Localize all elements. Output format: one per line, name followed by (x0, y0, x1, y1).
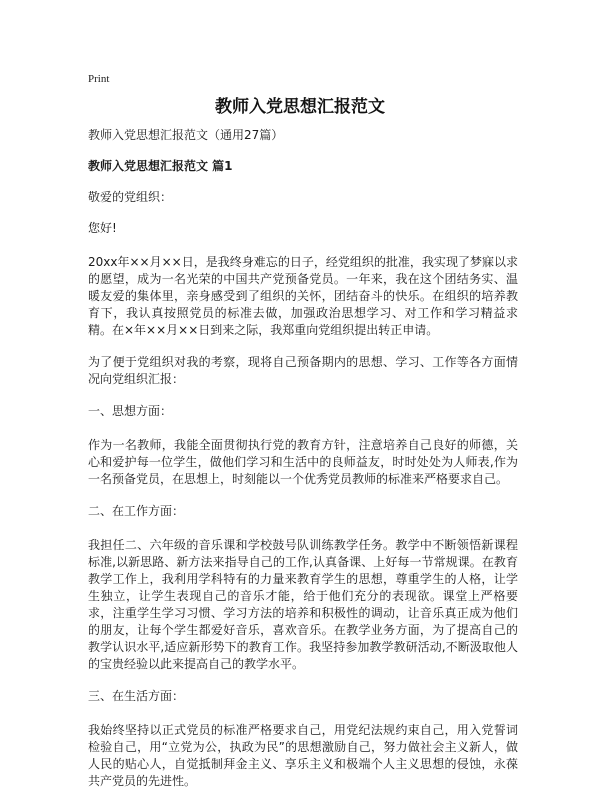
paragraph-report-lead: 为了便于党组织对我的考察，现将自己预备期内的思想、学习、工作等各方面情况向党组织汇报： (88, 355, 518, 386)
paragraph-life: 我始终坚持以正式党员的标准严格要求自己，用党纪法规约束自己，用入党誓词检验自己，用“立党为公，执政为民”的思想激励自己，努力做社会主义新人，做人民的贴心人，自觉抵制拜金主义、享乐主义和极端个人主义思想的侵蚀，永葆共产党员的先进性。 (88, 723, 518, 788)
hello-line: 您好! (88, 221, 117, 235)
heading-thought: 一、思想方面： (88, 404, 173, 418)
heading-work: 二、在工作方面： (88, 504, 185, 518)
print-label: Print (88, 73, 110, 85)
paragraph-thought: 作为一名教师，我能全面贯彻执行党的教育方针，注意培养自己良好的师德，关心和爱护每一位学生，做他们学习和生活中的良师益友，时时处处为人师表,作为一名预备党员，在思想上，时刻能以一个优秀党员教师的标准来严格要求自己。 (88, 438, 518, 486)
document-subtitle: 教师入党思想汇报范文（通用27篇） (88, 128, 284, 142)
greeting-line: 敬爱的党组织： (88, 190, 173, 204)
document-title: 教师入党思想汇报范文 (215, 97, 385, 117)
paragraph-work: 我担任二、六年级的音乐课和学校鼓号队训练教学任务。教学中不断领悟新课程标准,以新思路、新方法来指导自己的工作,认真备课、上好每一节常规课。在教育教学工作上，我利用学科特有的力量来教育学生的思想，尊重学生的人格，让学生独立，让学生表现自己的音乐才能，给于他们充分的表现欲。课堂上严格要求，注重学生学习习惯、学习方法的培养和积极性的调动，让音乐真正成为他们的朋友，让每个学生都爱好音乐，喜欢音乐。在教学业务方面，为了提高自己的教学认识水平,适应新形势下的教育工作。我坚持参加教学教研活动,不断汲取他人的宝贵经验以此来提高自己的教学水平。 (88, 538, 518, 671)
paragraph-intro: 20xx年××月××日，是我终身难忘的日子，经党组织的批准，我实现了梦寐以求的愿望，成为一名光荣的中国共产党预备党员。一年来，我在这个团结务实、温暖友爱的集体里，亲身感受到了组织的关怀，团结奋斗的快乐。在组织的培养教育下，我认真按照党员的标准去做，加强政治思想学习、对工作和学习精益求精。在×年××月××日到来之际，我郑重向党组织提出转正申请。 (88, 255, 518, 337)
document-body (88, 127, 518, 805)
heading-life: 三、在生活方面： (88, 689, 185, 703)
section-heading: 教师入党思想汇报范文 篇1 (88, 159, 233, 173)
